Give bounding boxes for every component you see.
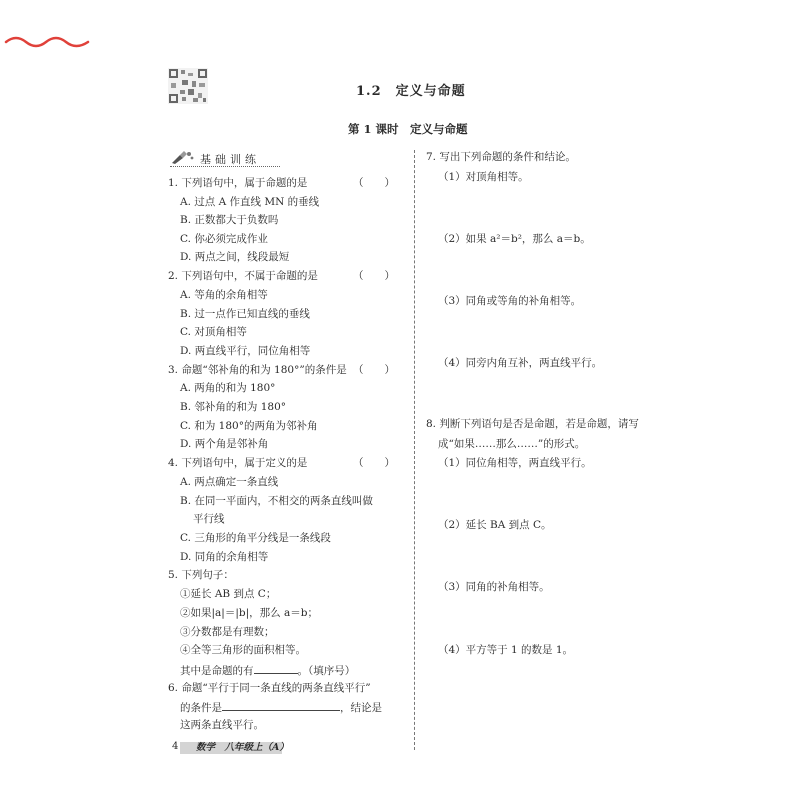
q3-stem-text: 3. 命题“邻补角的和为 180°”的条件是	[168, 364, 347, 376]
q1-option-a-text: A. 过点 A 作直线 MN 的垂线	[180, 196, 320, 208]
q8-item-4	[438, 643, 573, 657]
q5-item-3	[180, 625, 275, 639]
q3-option-b-text: B. 邻补角的和为 180°	[180, 401, 287, 413]
q8-item-2	[438, 518, 552, 532]
q5-item-2-text: ②如果|a|＝|b|，那么 a＝b；	[180, 607, 318, 619]
q7-item-2	[438, 232, 591, 246]
q5-item-2	[180, 606, 318, 620]
q1-option-b	[180, 213, 278, 227]
answer-paren[interactable]: （ ）	[353, 364, 395, 376]
basic-training-label: 基础训练	[200, 153, 260, 166]
q5-item-4	[180, 643, 306, 657]
qr-code-icon[interactable]	[168, 68, 208, 104]
q8-item-1-text: （1）同位角相等，两直线平行。	[438, 457, 592, 469]
q2-option-b	[180, 307, 310, 321]
q7-item-2-text: （2）如果 a²＝b²，那么 a＝b。	[438, 233, 591, 245]
q5-item-4-text: ④全等三角形的面积相等。	[180, 644, 306, 656]
answer-blank[interactable]	[222, 699, 340, 711]
q4-option-d-text: D. 同角的余角相等	[180, 551, 269, 563]
q4-stem-text: 4. 下列语句中，属于定义的是	[168, 457, 308, 469]
column-divider	[414, 150, 415, 750]
q4-option-a	[180, 475, 278, 489]
q5-stem	[168, 568, 234, 582]
section-title: 1.2 定义与命题	[356, 84, 466, 99]
q3-option-b	[180, 400, 286, 414]
q8-item-3-text: （3）同角的补角相等。	[438, 581, 550, 593]
q2-option-c	[180, 325, 247, 339]
q1-option-c	[180, 232, 268, 246]
q6-line-2-text: 的条件是	[180, 702, 222, 714]
q1-option-d-text: D. 两点之间，线段最短	[180, 251, 290, 263]
basic-training-heading	[170, 149, 280, 167]
q5-answer-line-after: 。（填序号）	[297, 665, 356, 677]
heading-dotted-rule	[170, 166, 280, 167]
q7-stem	[426, 150, 576, 164]
q3-option-c	[180, 419, 317, 433]
q2-option-d-text: D. 两直线平行，同位角相等	[180, 345, 311, 357]
q8-item-4-text: （4）平方等于 1 的数是 1。	[438, 644, 574, 656]
q3-option-a-text: A. 两角的和为 180°	[180, 382, 276, 394]
footer-badge: 数学 八年级上（A）	[180, 742, 282, 754]
q2-stem-text: 2. 下列语句中，不属于命题的是	[168, 270, 318, 282]
q1-stem-text: 1. 下列语句中，属于命题的是	[168, 177, 308, 189]
q2-option-a	[180, 288, 268, 302]
q6-stem-text: 6. 命题“平行于同一条直线的两条直线平行”	[168, 682, 371, 694]
q2-stem	[168, 269, 318, 283]
q6-line-3-text: 这两条直线平行。	[180, 719, 264, 731]
q6-line-2-after: ，结论是	[340, 702, 382, 714]
q4-option-b	[180, 494, 373, 508]
q7-item-1-text: （1）对顶角相等。	[438, 171, 529, 183]
q4-option-d	[180, 550, 268, 564]
q3-option-a	[180, 381, 275, 395]
answer-paren[interactable]: （ ）	[353, 177, 395, 189]
answer-paren[interactable]: （ ）	[353, 457, 395, 469]
q8-stem-cont-text: 成“如果……那么……”的形式。	[438, 438, 586, 450]
q8-stem-text: 8. 判断下列语句是否是命题，若是命题，请写	[426, 418, 639, 430]
q4-option-b-cont-text: 平行线	[193, 513, 225, 525]
q8-stem-cont	[438, 437, 585, 451]
q4-stem	[168, 456, 307, 470]
q2-option-b-text: B. 过一点作已知直线的垂线	[180, 308, 310, 320]
q8-stem	[426, 417, 639, 431]
q5-item-1	[180, 587, 276, 601]
q3-option-c-text: C. 和为 180°的两角为邻补角	[180, 420, 318, 432]
q7-item-3-text: （3）同角或等角的补角相等。	[438, 295, 582, 307]
q5-item-1-text: ①延长 AB 到点 C；	[180, 588, 277, 600]
q1-stem	[168, 176, 307, 190]
q4-option-a-text: A. 两点确定一条直线	[180, 476, 279, 488]
q7-item-4	[438, 356, 602, 370]
q3-option-d	[180, 437, 268, 451]
q1-option-c-text: C. 你必须完成作业	[180, 233, 268, 245]
q2-option-a-text: A. 等角的余角相等	[180, 289, 268, 301]
q3-stem	[168, 363, 347, 377]
q7-item-3	[438, 294, 581, 308]
pencil-icon	[170, 149, 194, 165]
page-number: 4	[172, 741, 179, 752]
q2-option-d	[180, 344, 310, 358]
q5-answer-line-text: 其中是命题的有	[180, 665, 254, 677]
answer-blank[interactable]	[254, 662, 298, 674]
q5-answer-line	[180, 662, 355, 678]
q2-option-c-text: C. 对顶角相等	[180, 326, 247, 338]
q6-line-3	[180, 718, 264, 732]
q7-item-4-text: （4）同旁内角互补，两直线平行。	[438, 357, 603, 369]
q1-option-a	[180, 195, 319, 209]
q7-item-1	[438, 170, 529, 184]
q4-option-b-text: B. 在同一平面内，不相交的两条直线叫做	[180, 495, 373, 507]
q6-stem	[168, 681, 371, 695]
q5-stem-text: 5. 下列句子：	[168, 569, 234, 581]
red-squiggle-mark	[4, 34, 92, 50]
q1-option-d	[180, 250, 289, 264]
q6-line-2	[180, 699, 382, 715]
answer-paren[interactable]: （ ）	[353, 270, 395, 282]
q1-option-b-text: B. 正数都大于负数吗	[180, 214, 279, 226]
q4-option-c	[180, 531, 331, 545]
q8-item-1	[438, 456, 592, 470]
q8-item-3	[438, 580, 550, 594]
q8-item-2-text: （2）延长 BA 到点 C。	[438, 519, 552, 531]
q4-option-b-cont	[193, 512, 225, 526]
q4-option-c-text: C. 三角形的角平分线是一条线段	[180, 532, 331, 544]
q7-stem-text: 7. 写出下列命题的条件和结论。	[426, 151, 576, 163]
q5-item-3-text: ③分数都是有理数；	[180, 626, 275, 638]
lesson-title: 第 1 课时 定义与命题	[348, 122, 468, 136]
q3-option-d-text: D. 两个角是邻补角	[180, 438, 269, 450]
